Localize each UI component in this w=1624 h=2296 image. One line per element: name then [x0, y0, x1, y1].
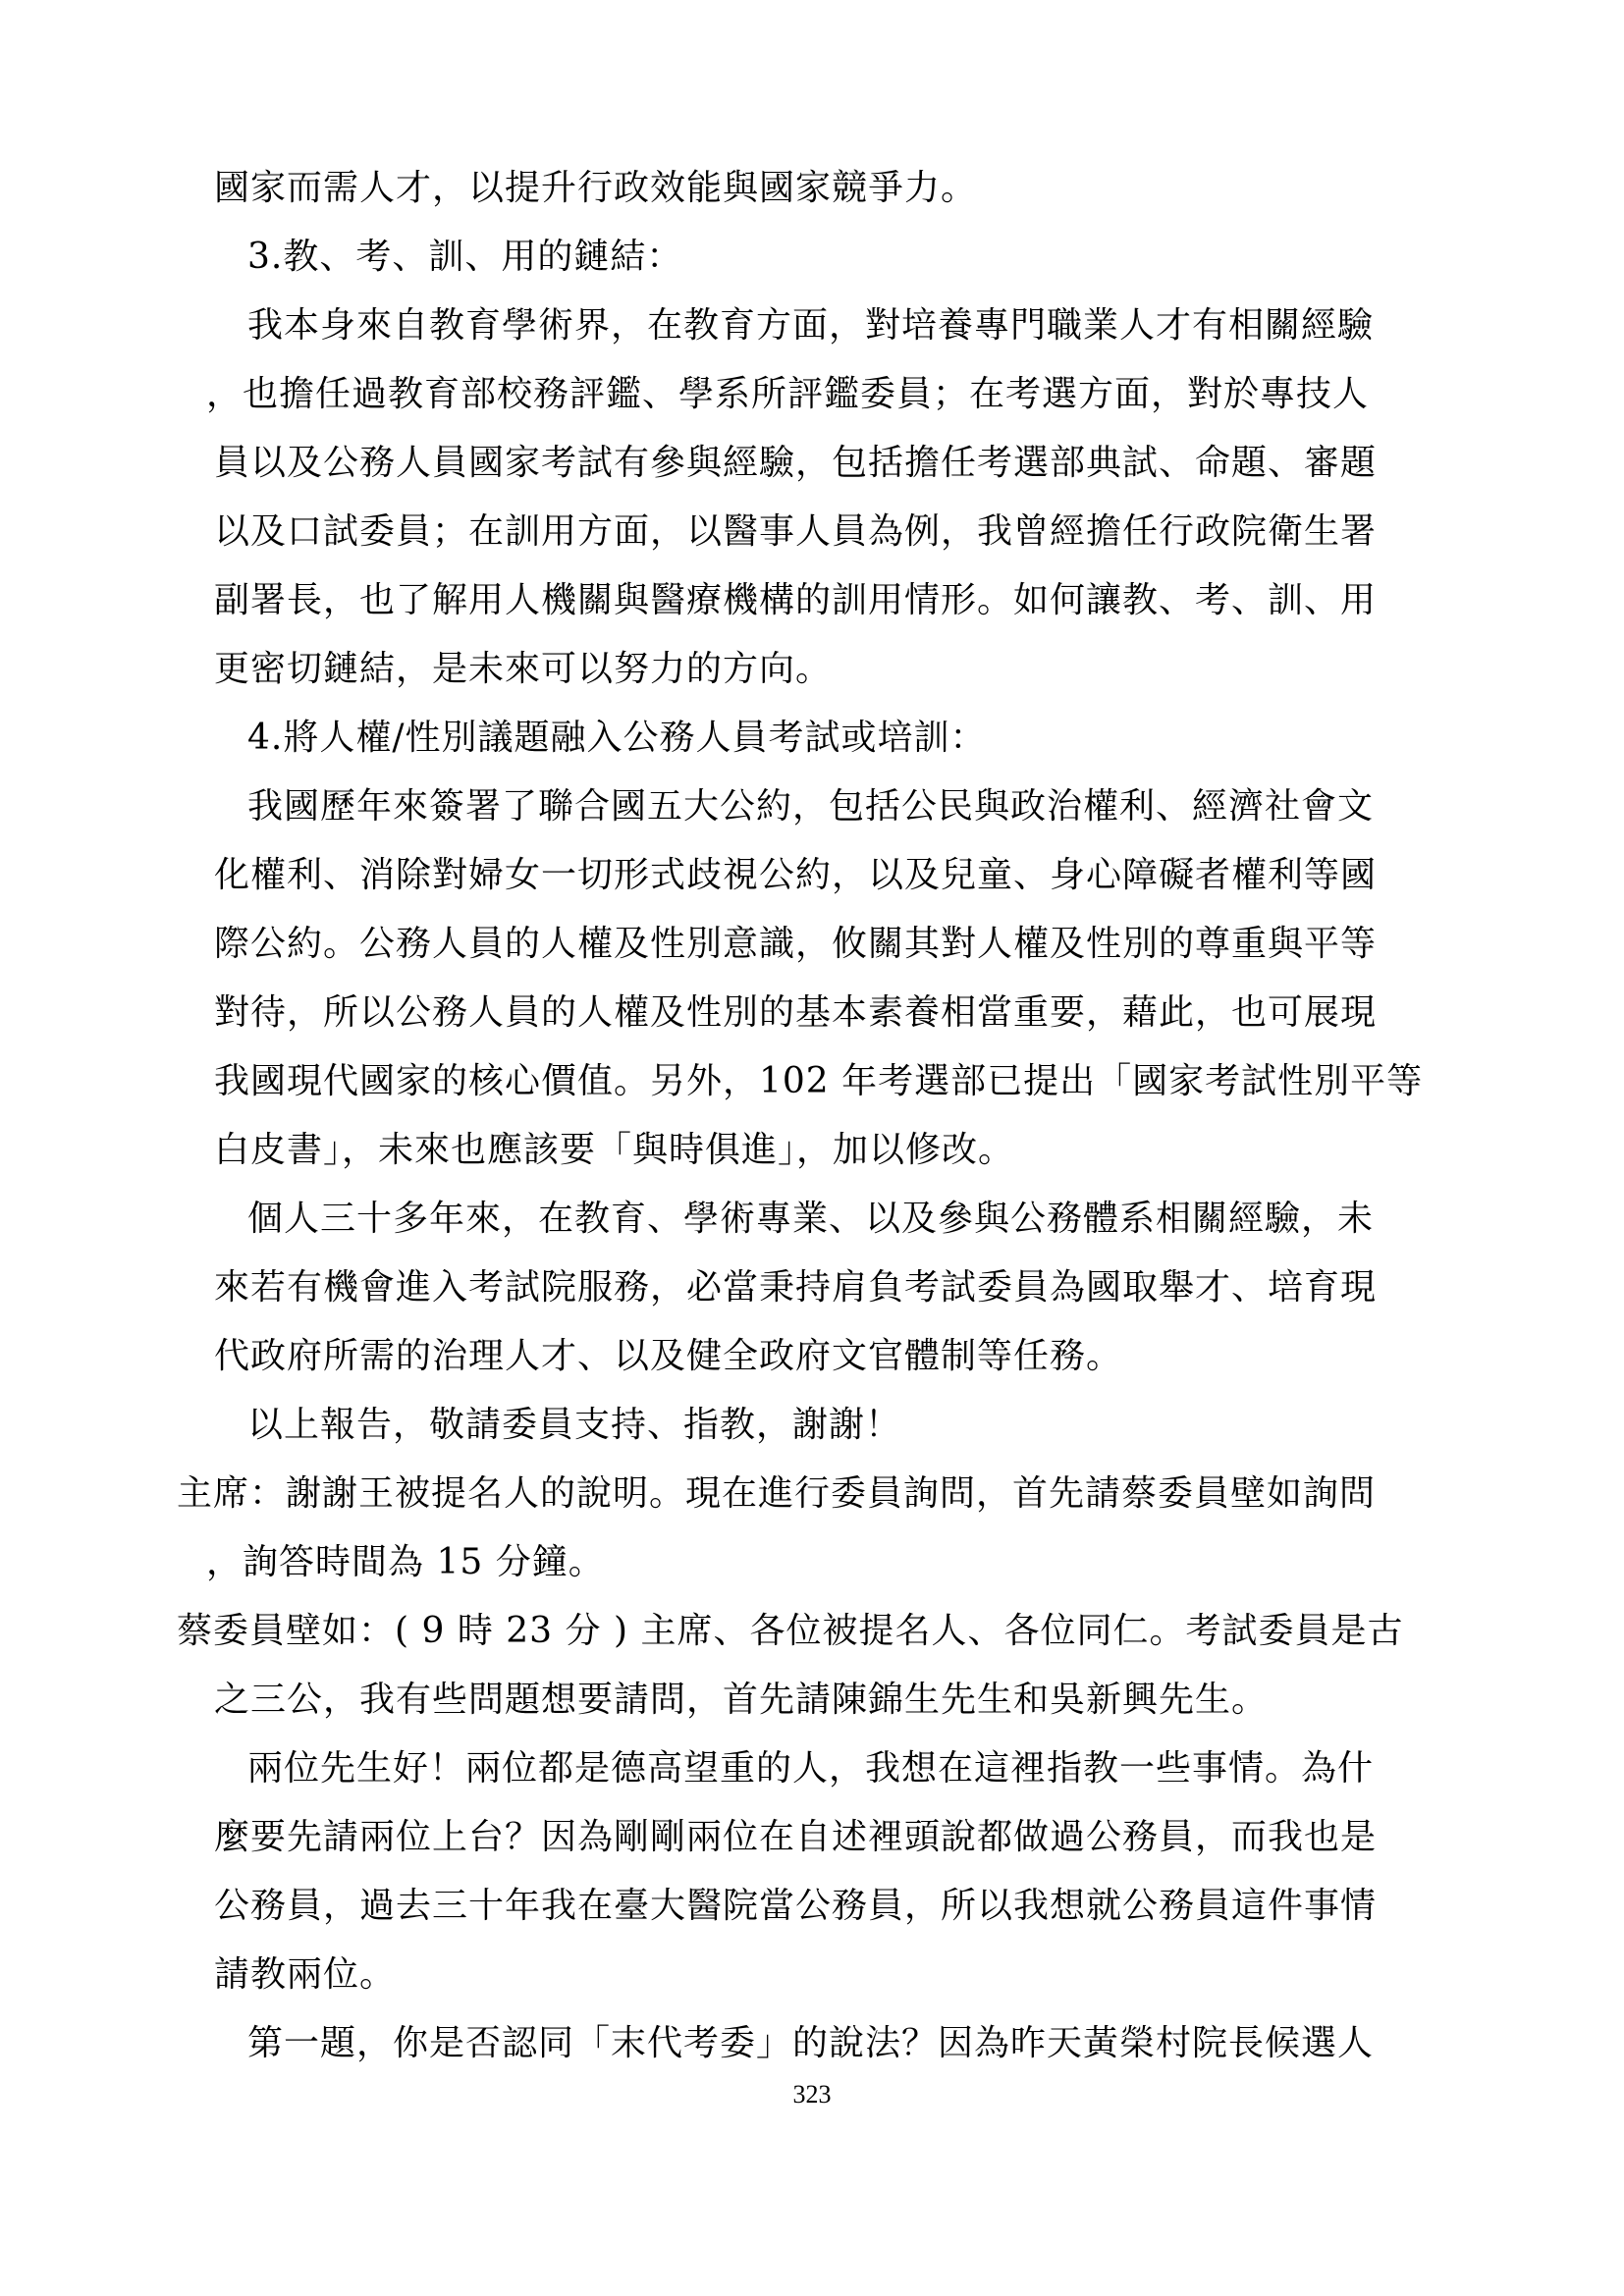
- text-line: 來若有機會進入考試院服務，必當秉持肩負考試委員為國取舉才、培育現: [214, 1267, 1378, 1308]
- text-line: 白皮書」，未來也應該要「與時俱進」，加以修改。: [214, 1130, 1015, 1170]
- text-line: 對待，所以公務人員的人權及性別的基本素養相當重要，藉此，也可展現: [214, 992, 1378, 1033]
- text-line: 際公約。公務人員的人權及性別意識，攸關其對人權及性別的尊重與平等: [214, 924, 1378, 964]
- text-line: ，也擔任過教育部校務評鑑、學系所評鑑委員；在考選方面，對於專技人: [206, 374, 1370, 414]
- text-line: 更密切鏈結，是未來可以努力的方向。: [214, 649, 833, 689]
- text-line: 麼要先請兩位上台？因為剛剛兩位在自述裡頭說都做過公務員，而我也是: [214, 1817, 1378, 1857]
- text-line: 我本身來自教育學術界，在教育方面，對培養專門職業人才有相關經驗: [247, 305, 1375, 346]
- text-line: 第一題，你是否認同「末代考委」的說法？因為昨天黃榮村院長候選人: [247, 2023, 1375, 2063]
- text-line: 副署長，也了解用人機關與醫療機構的訓用情形。如何讓教、考、訓、用: [214, 580, 1378, 620]
- text-line: 兩位先生好！兩位都是德高望重的人，我想在這裡指教一些事情。為什: [247, 1748, 1375, 1789]
- text-line: 請教兩位。: [214, 1954, 397, 1995]
- text-line: 3.教、考、訓、用的鏈結：: [247, 237, 683, 277]
- text-line: 個人三十多年來，在教育、學術專業、以及參與公務體系相關經驗，未: [247, 1199, 1375, 1239]
- page-number: 323: [792, 2080, 832, 2109]
- speaker-line: 主席：謝謝王被提名人的說明。現在進行委員詢問，首先請蔡委員壁如詢問: [177, 1473, 1377, 1514]
- text-line: 4.將人權/性別議題融入公務人員考試或培訓：: [247, 718, 987, 758]
- text-line: 員以及公務人員國家考試有參與經驗，包括擔任考選部典試、命題、審題: [214, 443, 1378, 483]
- text-line: ，詢答時間為 15 分鐘。: [206, 1542, 605, 1582]
- text-line: 代政府所需的治理人才、以及健全政府文官體制等任務。: [214, 1336, 1123, 1376]
- text-line: 國家而需人才，以提升行政效能與國家競爭力。: [214, 168, 978, 208]
- text-line: 之三公，我有些問題想要請問，首先請陳錦生先生和吳新興先生。: [214, 1680, 1269, 1720]
- text-line: 以及口試委員；在訓用方面，以醫事人員為例，我曾經擔任行政院衛生署: [214, 511, 1378, 552]
- text-line: 公務員，過去三十年我在臺大醫院當公務員，所以我想就公務員這件事情: [214, 1886, 1378, 1926]
- text-line: 我國現代國家的核心價值。另外，102 年考選部已提出「國家考試性別平等: [214, 1061, 1424, 1101]
- text-line: 以上報告，敬請委員支持、指教，謝謝！: [247, 1405, 902, 1445]
- text-line: 我國歷年來簽署了聯合國五大公約，包括公民與政治權利、經濟社會文: [247, 786, 1375, 827]
- text-line: 化權利、消除對婦女一切形式歧視公約，以及兒童、身心障礙者權利等國: [214, 855, 1378, 895]
- speaker-line: 蔡委員壁如：( 9 時 23 分 ) 主席、各位被提名人、各位同仁。考試委員是古: [177, 1611, 1404, 1651]
